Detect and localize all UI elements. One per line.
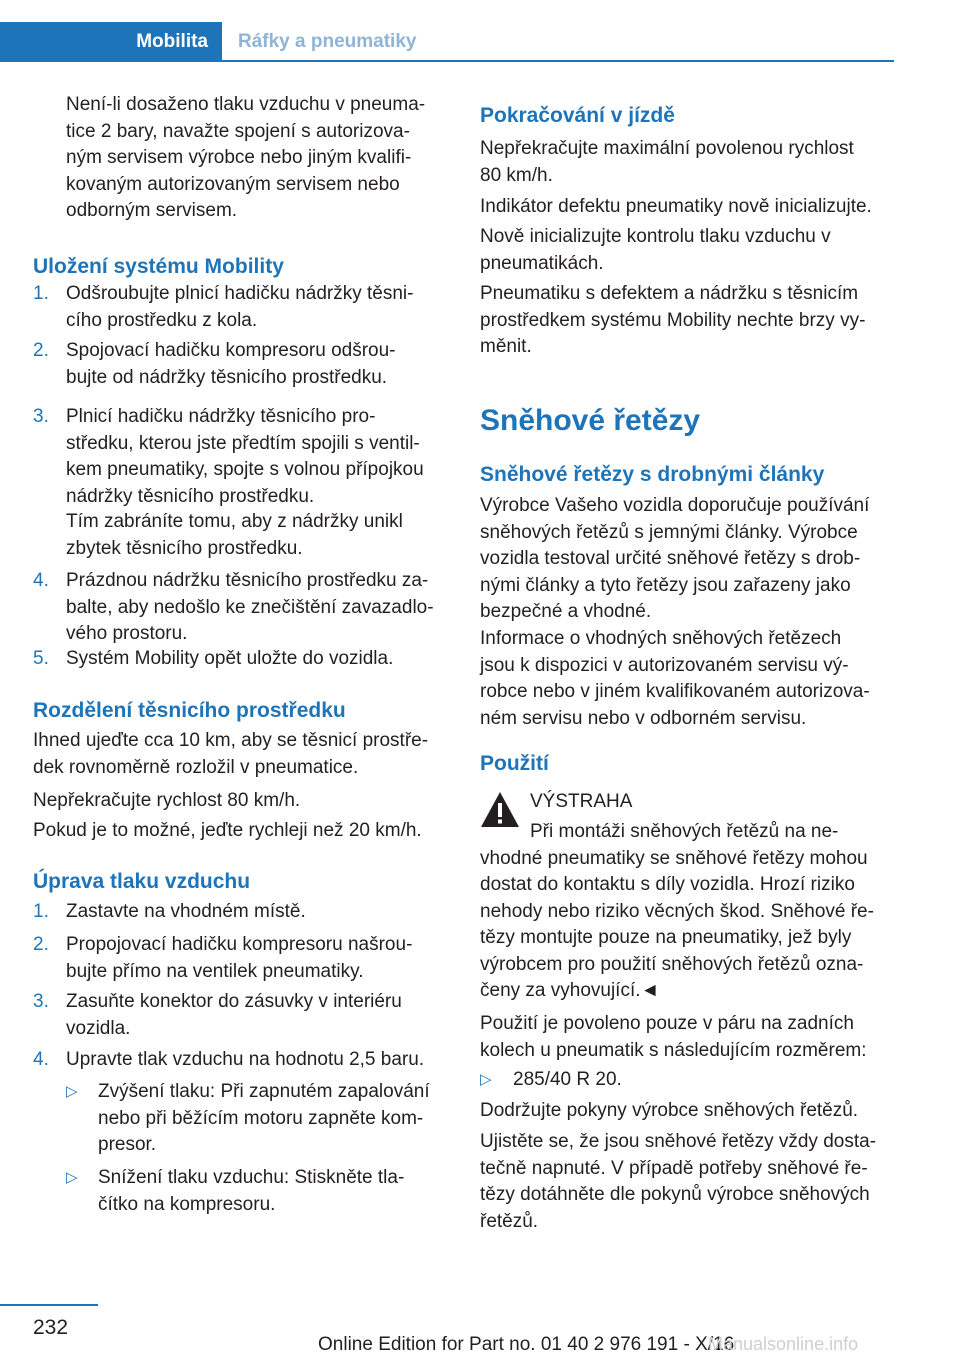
- warning-text: dostat do kontaktu s díly vozidla. Hrozí riziko: [480, 874, 855, 895]
- tab-mobilita[interactable]: [0, 22, 222, 62]
- paragraph: sněhových řetězů s jemnými články. Výrobce: [480, 521, 858, 543]
- step-number: 3.: [33, 991, 49, 1012]
- step-text: balte, aby nedošlo ke znečištění zavazadlo‐: [66, 596, 434, 618]
- paragraph: tězy dotáhněte dle pokynů výrobce sněhových: [480, 1184, 870, 1205]
- step-text: bujte přímo na ventilek pneumatiky.: [66, 960, 364, 982]
- step-text: vozidla.: [66, 1017, 131, 1039]
- paragraph: Nově inicializujte kontrolu tlaku vzduchu v: [480, 226, 831, 247]
- intro-text: ným servisem výrobce nebo jiným kvalifi‐: [66, 147, 412, 168]
- step-number: 2.: [33, 934, 49, 955]
- list-item: 285/40 R 20.: [513, 1069, 622, 1090]
- warning-text: Při montáži sněhových řetězů na ne‐: [530, 821, 839, 842]
- step-number: 4.: [33, 1049, 49, 1070]
- step-text: Tím zabráníte tomu, aby z nádržky unikl: [66, 511, 403, 532]
- step-text: Spojovací hadičku kompresoru odšrou‐: [66, 340, 396, 361]
- intro-text: odborným servisem.: [66, 200, 238, 221]
- paragraph: pneumatikách.: [480, 252, 604, 274]
- paragraph: Nepřekračujte rychlost 80 km/h.: [33, 790, 301, 811]
- bullet-triangle: ▷: [480, 1071, 492, 1088]
- warning-text: výrobcem pro použití sněhových řetězů ozna‐: [480, 953, 864, 975]
- intro-text: kovaným autorizovaným servisem nebo: [66, 173, 400, 195]
- paragraph: bezpečné a vhodné.: [480, 601, 652, 622]
- paragraph: kolech u pneumatik s následujícím rozměrem:: [480, 1039, 867, 1061]
- paragraph: Pokud je to možné, jeďte rychleji než 20 km/h.: [33, 820, 422, 841]
- step-text: Propojovací hadičku kompresoru našrou‐: [66, 934, 413, 955]
- paragraph: Nepřekračujte maximální povolenou rychlost: [480, 138, 854, 159]
- step-text: nádržky těsnicího prostředku.: [66, 485, 315, 507]
- watermark: Manualsonline.info: [708, 1334, 859, 1354]
- step-text: Systém Mobility opět uložte do vozidla.: [66, 648, 394, 669]
- paragraph: Ujistěte se, že jsou sněhové řetězy vždy dosta‐: [480, 1131, 877, 1152]
- paragraph: 80 km/h.: [480, 164, 553, 186]
- step-text: Plnicí hadičku nádržky těsnicího pro‐: [66, 406, 376, 427]
- paragraph: Indikátor defektu pneumatiky nově inicializujte.: [480, 196, 872, 217]
- tab-rafky-a-pneumatiky[interactable]: [222, 22, 894, 62]
- paragraph: řetězů.: [480, 1210, 539, 1232]
- step-text: vého prostoru.: [66, 623, 188, 644]
- header-bar: [0, 0, 960, 64]
- intro-text: tice 2 bary, navažte spojení s autorizova‐: [66, 120, 410, 142]
- tab-rafky-label: Ráfky a pneumatiky: [238, 31, 417, 52]
- step-text: Zasuňte konektor do zásuvky v interiéru: [66, 991, 402, 1012]
- warning-title: VÝSTRAHA: [530, 791, 633, 812]
- paragraph: měnit.: [480, 336, 532, 357]
- paragraph: Dodržujte pokyny výrobce sněhových řetězů.: [480, 1100, 859, 1121]
- step-text: Upravte tlak vzduchu na hodnotu 2,5 baru.: [66, 1049, 425, 1070]
- warning-triangle-icon: [480, 790, 520, 830]
- tab-mobilita-label: Mobilita: [136, 31, 208, 52]
- warning-text: tězy montujte pouze na pneumatiky, jež byly: [480, 927, 852, 948]
- warning-text: vhodné pneumatiky se sněhové řetězy mohou: [480, 847, 868, 869]
- paragraph: prostředkem systému Mobility nechte brzy vy‐: [480, 309, 866, 331]
- step-number: 1.: [33, 901, 49, 922]
- storage-heading: Uložení systému Mobility: [33, 255, 284, 278]
- paragraph: Pneumatiku s defektem a nádržku s těsnicím: [480, 283, 859, 304]
- paragraph: dek rovnoměrně rozložil v pneumatice.: [33, 756, 359, 778]
- chains-title: Sněhové řetězy: [480, 404, 701, 437]
- paragraph: Použití je povoleno pouze v páru na zadních: [480, 1013, 854, 1034]
- sub-step-text: Snížení tlaku vzduchu: Stiskněte tla‐: [98, 1167, 405, 1188]
- warning-text: čeny za vyhovující.◄: [480, 980, 660, 1001]
- warning-text: nehody nebo riziko věcných škod. Sněhové ře‐: [480, 900, 874, 922]
- footer-rule: [0, 1304, 98, 1306]
- step-text: bujte od nádržky těsnicího prostředku.: [66, 366, 388, 388]
- bullet-triangle: ▷: [66, 1083, 78, 1100]
- bullet-triangle: ▷: [66, 1169, 78, 1186]
- paragraph: vozidla testoval určité sněhové řetězy s drob‐: [480, 548, 861, 569]
- distribution-heading: Rozdělení těsnicího prostředku: [33, 699, 346, 722]
- paragraph: Výrobce Vašeho vozidla doporučuje používání: [480, 495, 870, 516]
- step-text: kem pneumatiky, spojte s volnou přípojkou: [66, 459, 424, 480]
- continue-heading: Pokračování v jízdě: [480, 104, 675, 127]
- step-number: 3.: [33, 406, 49, 427]
- header-rule: [222, 60, 894, 62]
- intro-text: Není-li dosaženo tlaku vzduchu v pneuma‐: [66, 94, 426, 115]
- fine-chains-heading: Sněhové řetězy s drobnými články: [480, 463, 825, 486]
- paragraph: jsou k dispozici v autorizovaném servisu vý‐: [480, 654, 849, 676]
- step-number: 4.: [33, 570, 49, 591]
- sub-step-text: presor.: [98, 1134, 157, 1155]
- edition-note: Online Edition for Part no. 01 40 2 976 191 - X/16: [318, 1334, 735, 1355]
- step-text: Zastavte na vhodném místě.: [66, 901, 306, 922]
- step-text: zbytek těsnicího prostředku.: [66, 537, 303, 559]
- step-number: 5.: [33, 648, 49, 669]
- step-text: Prázdnou nádržku těsnicího prostředku za‐: [66, 570, 429, 591]
- sub-step-text: nebo při běžícím motoru zapněte kom‐: [98, 1107, 424, 1129]
- step-number: 1.: [33, 283, 49, 304]
- page-number: 232: [33, 1316, 69, 1339]
- paragraph: tečně napnuté. V případě potřeby sněhové ře‐: [480, 1157, 868, 1179]
- use-heading: Použití: [480, 752, 549, 775]
- paragraph: Informace o vhodných sněhových řetězech: [480, 628, 842, 649]
- paragraph: robce nebo v jiném kvalifikovaném autorizova‐: [480, 681, 870, 702]
- step-text: Odšroubujte plnicí hadičku nádržky těsni‐: [66, 283, 414, 304]
- paragraph: ném servisu nebo v odborném servisu.: [480, 707, 807, 729]
- sub-step-text: Zvýšení tlaku: Při zapnutém zapalování: [98, 1081, 430, 1102]
- pressure-heading: Úprava tlaku vzduchu: [33, 870, 251, 893]
- paragraph: Ihned ujeďte cca 10 km, aby se těsnicí prostře‐: [33, 730, 429, 751]
- paragraph: nými články a tyto řetězy jsou zařazeny jako: [480, 574, 851, 596]
- step-text: středku, kterou jste předtím spojili s ventil‐: [66, 432, 420, 454]
- step-text: cího prostředku z kola.: [66, 309, 258, 331]
- sub-step-text: čítko na kompresoru.: [98, 1193, 276, 1215]
- step-number: 2.: [33, 340, 49, 361]
